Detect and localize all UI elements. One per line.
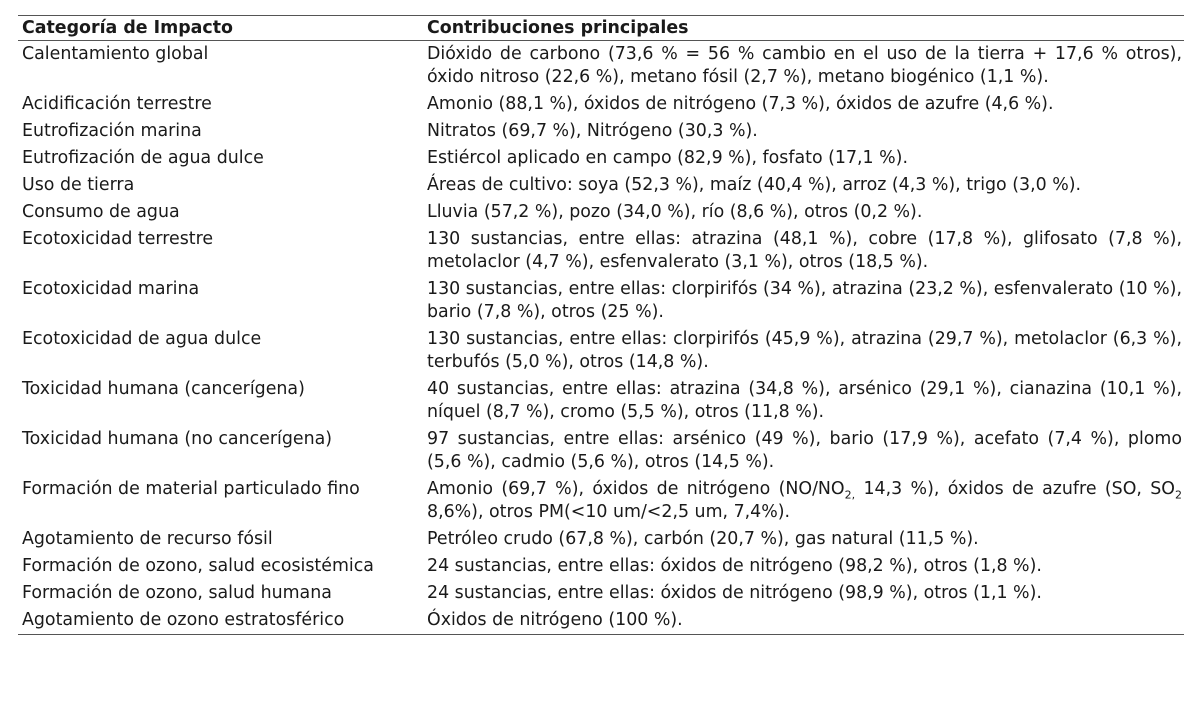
- impact-table: [18, 15, 1184, 635]
- header-contributions: Contribuciones principales: [427, 18, 689, 38]
- table-row: [18, 607, 1184, 635]
- row-category: Ecotoxicidad de agua dulce: [22, 329, 262, 349]
- row-contributions: 130 sustancias, entre ellas: clorpirifós (45,9 %), atrazina (29,7 %), metolaclor (6,3 %), terbufós (5,0 %), otros (14,8 %).: [427, 329, 1182, 372]
- row-contributions: Estiércol aplicado en campo (82,9 %), fosfato (17,1 %).: [427, 148, 908, 168]
- row-contributions: 97 sustancias, entre ellas: arsénico (49 %), bario (17,9 %), acefato (7,4 %), plomo (5,6 %), cadmio (5,6 %), otros (14,5 %).: [427, 429, 1182, 472]
- row-contributions: 130 sustancias, entre ellas: clorpirifós (34 %), atrazina (23,2 %), esfenvalerato (10 %), bario (7,8 %), otros (25 %).: [427, 279, 1182, 322]
- header-row: [18, 16, 1184, 41]
- row-category: Ecotoxicidad terrestre: [22, 229, 214, 249]
- row-contributions: [423, 476, 1184, 526]
- table-row: [18, 426, 1184, 476]
- contrib-text-part: 14,3 %), óxidos de azufre (SO, SO: [855, 479, 1175, 499]
- table-row: [18, 172, 1184, 199]
- row-contributions: Dióxido de carbono (73,6 % = 56 % cambio en el uso de la tierra + 17,6 % otros), óxido nitroso (22,6 %), metano fósil (2,7 %), metano biogénico (1,1 %).: [427, 44, 1182, 87]
- row-contributions: 24 sustancias, entre ellas: óxidos de nitrógeno (98,2 %), otros (1,8 %).: [427, 556, 1042, 576]
- row-contributions: Lluvia (57,2 %), pozo (34,0 %), río (8,6 %), otros (0,2 %).: [427, 202, 923, 222]
- table-row: [18, 376, 1184, 426]
- row-contributions: Áreas de cultivo: soya (52,3 %), maíz (40,4 %), arroz (4,3 %), trigo (3,0 %).: [427, 175, 1082, 195]
- row-category: Toxicidad humana (no cancerígena): [22, 429, 333, 449]
- table-row: [18, 276, 1184, 326]
- row-category: Agotamiento de ozono estratosférico: [22, 610, 345, 630]
- table-body: [18, 41, 1184, 635]
- row-category: Eutrofización marina: [22, 121, 202, 141]
- row-category: Calentamiento global: [22, 44, 209, 64]
- row-contributions: Nitratos (69,7 %), Nitrógeno (30,3 %).: [427, 121, 758, 141]
- table-row: [18, 41, 1184, 92]
- header-category: Categoría de Impacto: [22, 18, 233, 38]
- table-row: [18, 476, 1184, 526]
- row-category: Formación de ozono, salud ecosistémica: [22, 556, 374, 576]
- row-category: Uso de tierra: [22, 175, 135, 195]
- row-contributions: Óxidos de nitrógeno (100 %).: [427, 610, 683, 630]
- contrib-text-part: Amonio (69,7 %), óxidos de nitrógeno (NO/NO: [427, 479, 845, 499]
- table-row: [18, 145, 1184, 172]
- table-row: [18, 226, 1184, 276]
- table-row: [18, 199, 1184, 226]
- impact-table-container: [18, 15, 1184, 635]
- table-header: [18, 16, 1184, 41]
- row-category: Ecotoxicidad marina: [22, 279, 200, 299]
- subscript: 2: [1175, 488, 1182, 502]
- table-row: [18, 553, 1184, 580]
- row-category: Acidificación terrestre: [22, 94, 212, 114]
- row-contributions: 130 sustancias, entre ellas: atrazina (48,1 %), cobre (17,8 %), glifosato (7,8 %), metolaclor (4,7 %), esfenvalerato (3,1 %), otros (18,5 %).: [427, 229, 1182, 272]
- subscript: 2,: [844, 488, 856, 502]
- table-row: [18, 91, 1184, 118]
- row-category: Eutrofización de agua dulce: [22, 148, 264, 168]
- row-category: Consumo de agua: [22, 202, 180, 222]
- table-row: [18, 580, 1184, 607]
- row-category: Formación de ozono, salud humana: [22, 583, 332, 603]
- row-category: Formación de material particulado fino: [22, 479, 360, 499]
- row-contributions: Amonio (88,1 %), óxidos de nitrógeno (7,3 %), óxidos de azufre (4,6 %).: [427, 94, 1054, 114]
- row-category: Agotamiento de recurso fósil: [22, 529, 273, 549]
- row-contributions: Petróleo crudo (67,8 %), carbón (20,7 %), gas natural (11,5 %).: [427, 529, 979, 549]
- table-row: [18, 526, 1184, 553]
- table-row: [18, 118, 1184, 145]
- row-category: Toxicidad humana (cancerígena): [22, 379, 305, 399]
- row-contributions: 40 sustancias, entre ellas: atrazina (34,8 %), arsénico (29,1 %), cianazina (10,1 %), níquel (8,7 %), cromo (5,5 %), otros (11,8 %).: [427, 379, 1182, 422]
- contrib-text-part: 8,6%), otros PM(<10 um/<2,5 um, 7,4%).: [427, 502, 791, 522]
- table-row: [18, 326, 1184, 376]
- row-contributions: 24 sustancias, entre ellas: óxidos de nitrógeno (98,9 %), otros (1,1 %).: [427, 583, 1042, 603]
